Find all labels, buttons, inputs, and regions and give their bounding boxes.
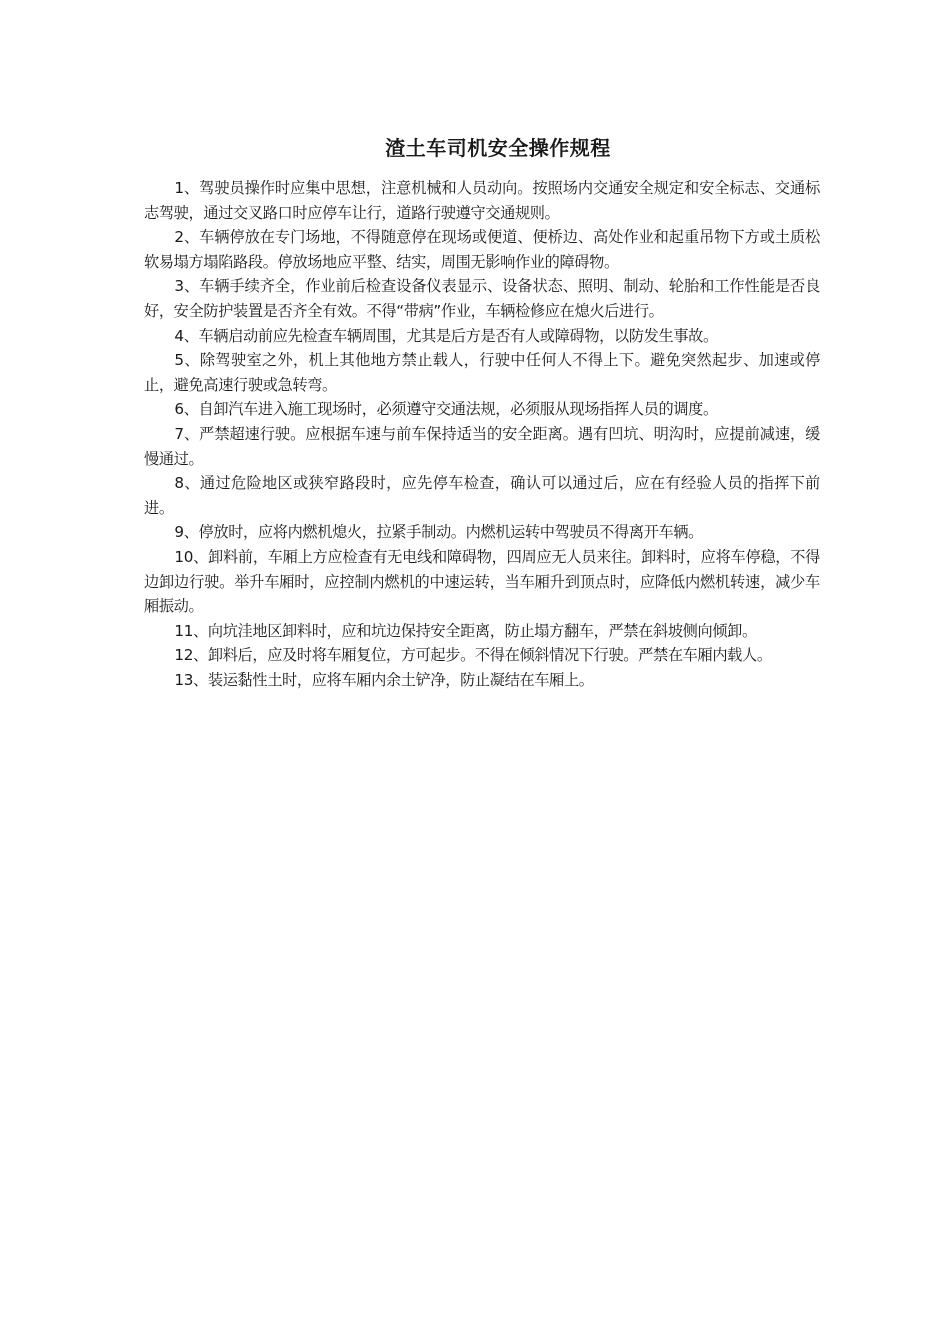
paragraph-1: 1、驾驶员操作时应集中思想，注意机械和人员动向。按照场内交通安全规定和安全标志、交通标志驾驶，通过交叉路口时应停车让行，道路行驶遵守交通规则。	[144, 179, 820, 222]
paragraph-3: 3、车辆手续齐全，作业前后检查设备仪表显示、设备状态、照明、制动、轮胎和工作性能是否良好，安全防护装置是否齐全有效。不得“带病”作业，车辆检修应在熄火后进行。	[144, 277, 820, 320]
paragraph-8: 8、通过危险地区或狭窄路段时，应先停车检查，确认可以通过后，应在有经验人员的指挥下前进。	[144, 474, 820, 517]
paragraph-4: 4、车辆启动前应先检查车辆周围，尤其是后方是否有人或障碍物，以防发生事故。	[174, 326, 718, 345]
paragraph-6: 6、自卸汽车进入施工现场时，必须遵守交通法规，必须服从现场指挥人员的调度。	[174, 400, 718, 419]
paragraph-5: 5、除驾驶室之外，机上其他地方禁止载人，行驶中任何人不得上下。避免突然起步、加速或停止，避免高速行驶或急转弯。	[144, 351, 820, 394]
paragraph-7: 7、严禁超速行驶。应根据车速与前车保持适当的安全距离。遇有凹坑、明沟时，应提前减速，缓慢通过。	[144, 424, 820, 468]
document-body	[144, 176, 820, 692]
paragraph-2: 2、车辆停放在专门场地，不得随意停在现场或便道、便桥边、高处作业和起重吊物下方或土质松软易塌方塌陷路段。停放场地应平整、结实，周围无影响作业的障碍物。	[144, 228, 820, 271]
paragraph-11: 11、向坑洼地区卸料时，应和坑边保持安全距离，防止塌方翻车，严禁在斜坡侧向倾卸。	[174, 621, 757, 640]
paragraph-13: 13、装运黏性土时，应将车厢内余土铲净，防止凝结在车厢上。	[174, 670, 594, 689]
paragraph-12: 12、卸料后，应及时将车厢复位，方可起步。不得在倾斜情况下行驶。严禁在车厢内载人。	[174, 646, 772, 665]
paragraph-9: 9、停放时，应将内燃机熄火，拉紧手制动。内燃机运转中驾驶员不得离开车辆。	[174, 523, 704, 542]
document-title: 渣土车司机安全操作规程	[385, 136, 611, 160]
paragraph-10: 10、卸料前，车厢上方应检查有无电线和障碍物，四周应无人员来往。卸料时，应将车停稳，不得边卸边行驶。举升车厢时，应控制内燃机的中速运转，当车厢升到顶点时，应降低内燃机转速，减少车厢振动。	[144, 547, 820, 616]
